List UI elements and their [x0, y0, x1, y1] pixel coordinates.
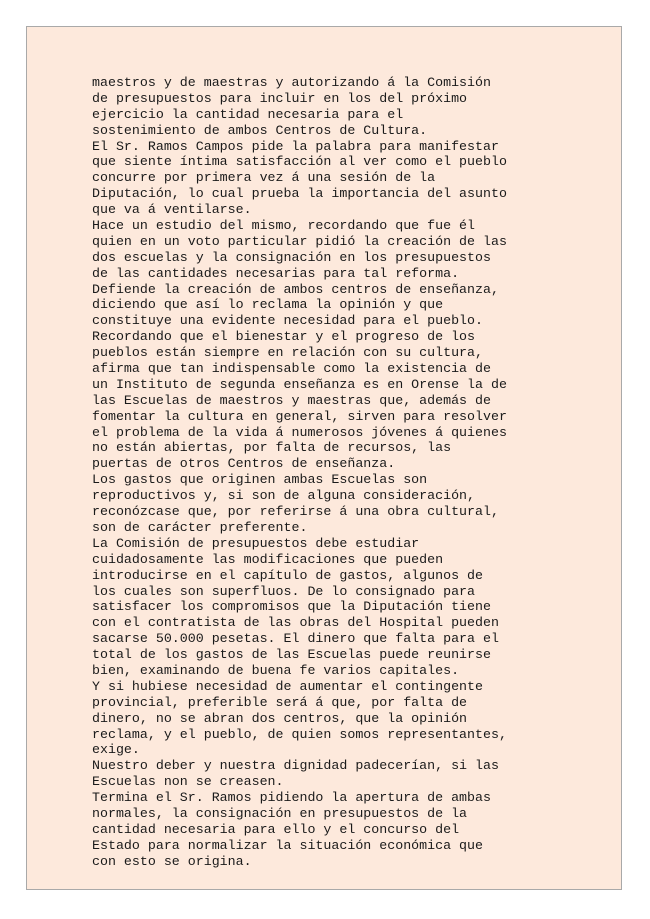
- text-line: bien, examinando de buena fe varios capitales.: [92, 662, 460, 678]
- text-line: las Escuelas de maestros y maestras que, además de: [92, 392, 491, 408]
- text-line: reclama, y el pueblo, de quien somos representantes,: [92, 726, 507, 742]
- text-line: Y si hubiese necesidad de aumentar el contingente: [92, 678, 483, 694]
- text-line: Termina el Sr. Ramos pidiendo la apertura de ambas: [92, 790, 491, 806]
- text-line: de las cantidades necesarias para tal reforma.: [92, 265, 460, 281]
- text-line: dinero, no se abran dos centros, que la opinión: [92, 710, 468, 726]
- text-line: no están abiertas, por falta de recursos, las: [92, 440, 452, 456]
- text-line: quien en un voto particular pidió la creación de las: [92, 233, 507, 249]
- text-line: Hace un estudio del mismo, recordando que fue él: [92, 218, 476, 234]
- text-line: un Instituto de segunda enseñanza es en Orense la de: [92, 376, 507, 392]
- document-text: [92, 75, 572, 870]
- text-line: satisfacer los compromisos que la Diputación tiene: [92, 599, 491, 615]
- text-line: que va á ventilarse.: [92, 202, 252, 218]
- document-page: [26, 26, 622, 890]
- text-line: sacarse 50.000 pesetas. El dinero que falta para el: [92, 631, 499, 647]
- text-line: exige.: [92, 742, 140, 758]
- text-line: concurre por primera vez á una sesión de la: [92, 170, 436, 186]
- text-line: de presupuestos para incluir en los del próximo: [92, 90, 468, 106]
- text-line: provincial, preferible será á que, por falta de: [92, 694, 468, 710]
- text-line: pueblos están siempre en relación con su cultura,: [92, 345, 483, 361]
- text-line: ejercicio la cantidad necesaria para el: [92, 106, 404, 122]
- text-line: el problema de la vida á numerosos jóvenes á quienes: [92, 424, 507, 440]
- text-line: reproductivos y, si son de alguna consideración,: [92, 488, 476, 504]
- text-line: reconózcase que, por referirse á una obra cultural,: [92, 504, 499, 520]
- text-line: con el contratista de las obras del Hospital pueden: [92, 615, 499, 631]
- text-line: La Comisión de presupuestos debe estudiar: [92, 535, 420, 551]
- text-line: que siente íntima satisfacción al ver como el pueblo: [92, 154, 507, 170]
- text-line: Escuelas non se creasen.: [92, 774, 284, 790]
- text-line: dos escuelas y la consignación en los presupuestos: [92, 249, 491, 265]
- text-line: afirma que tan indispensable como la existencia de: [92, 361, 491, 377]
- text-line: introducirse en el capítulo de gastos, algunos de: [92, 567, 483, 583]
- text-line: Nuestro deber y nuestra dignidad padecerían, si las: [92, 758, 499, 774]
- text-line: son de carácter preferente.: [92, 519, 308, 535]
- text-line: fomentar la cultura en general, sirven para resolver: [92, 408, 507, 424]
- text-line: maestros y de maestras y autorizando á la Comisión: [92, 75, 491, 90]
- text-line: los cuales son superfluos. De lo consignado para: [92, 583, 476, 599]
- text-line: cantidad necesaria para ello y el concurso del: [92, 821, 460, 837]
- text-line: normales, la consignación en presupuestos de la: [92, 805, 468, 821]
- text-line: cuidadosamente las modificaciones que pueden: [92, 551, 444, 567]
- text-line: con esto se origina.: [92, 853, 252, 869]
- text-line: Estado para normalizar la situación económica que: [92, 837, 483, 853]
- text-line: Diputación, lo cual prueba la importancia del asunto: [92, 186, 507, 202]
- text-line: El Sr. Ramos Campos pide la palabra para manifestar: [92, 138, 499, 154]
- text-line: sostenimiento de ambos Centros de Cultura.: [92, 122, 428, 138]
- text-line: Defiende la creación de ambos centros de enseñanza,: [92, 281, 499, 297]
- text-line: constituye una evidente necesidad para el pueblo.: [92, 313, 483, 329]
- text-line: puertas de otros Centros de enseñanza.: [92, 456, 396, 472]
- text-line: total de los gastos de las Escuelas puede reunirse: [92, 647, 491, 663]
- text-line: Recordando que el bienestar y el progreso de los: [92, 329, 476, 345]
- text-line: Los gastos que originen ambas Escuelas son: [92, 472, 428, 488]
- text-line: diciendo que así lo reclama la opinión y que: [92, 297, 444, 313]
